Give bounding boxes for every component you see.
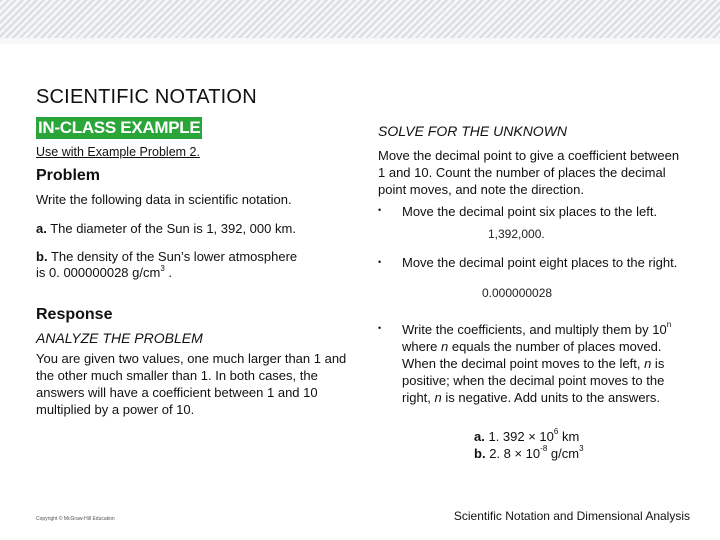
bullet-3-n2: n	[644, 356, 652, 371]
answers	[474, 428, 584, 462]
bullet-2-text: Move the decimal point eight places to the right.	[402, 255, 678, 270]
problem-item-b	[36, 249, 336, 281]
bullet-3-marker: •	[378, 323, 382, 333]
example-problem-link[interactable]: Use with Example Problem 2.	[36, 145, 200, 159]
answer-b-value: 2. 8 × 10	[489, 446, 541, 461]
in-class-example-badge: IN-CLASS EXAMPLE	[38, 118, 201, 137]
bullet-1-text: Move the decimal point six places to the left.	[402, 204, 658, 219]
answer-b-unit-exponent: 3	[579, 444, 584, 453]
answer-b-unit: g/cm	[547, 446, 580, 461]
page-title: SCIENTIFIC NOTATION	[36, 86, 257, 108]
bullet-3-part3: equals the number of places moved. When the decimal point moves to the left,	[402, 339, 662, 371]
bullet-3-n3: n	[434, 390, 442, 405]
item-a-text: The diameter of the Sun is 1, 392, 000 km.	[50, 221, 296, 236]
footer-title: Scientific Notation and Dimensional Analysis	[453, 509, 690, 523]
answer-a-label: a.	[474, 429, 485, 444]
item-b-text-line1: The density of the Sun’s lower atmosphere	[50, 249, 298, 264]
item-b-label: b.	[36, 249, 48, 264]
analyze-body: You are given two values, one much larger than 1 and the other much smaller than 1. In both cases, the answers will have a coefficient between 1 and 10 multiplied by a power of 10.	[36, 351, 347, 417]
header-divider	[0, 38, 720, 44]
header-pattern-band	[0, 0, 720, 38]
copyright-notice: Copyright © McGraw-Hill Education	[36, 516, 115, 522]
item-b-text-line2: is 0. 000000028 g/cm	[36, 265, 161, 280]
bullet-3-part5: is negative. Add units to the answers.	[441, 390, 660, 405]
response-heading: Response	[36, 306, 113, 323]
bullet-3-part2: where	[402, 339, 442, 354]
solve-title: SOLVE FOR THE UNKNOWN	[378, 123, 568, 139]
item-a-label: a.	[36, 221, 47, 236]
answer-a	[474, 428, 584, 445]
answer-a-unit: km	[558, 429, 580, 444]
problem-heading: Problem	[36, 167, 101, 184]
item-b-end: .	[164, 265, 172, 280]
problem-item-a	[36, 221, 296, 236]
number-1-image: 1,392,000.	[488, 227, 545, 241]
bullet-3-text	[402, 321, 687, 406]
problem-instruction: Write the following data in scientific notation.	[36, 192, 292, 207]
analyze-title: ANALYZE THE PROBLEM	[36, 330, 203, 346]
bullet-2-marker: •	[378, 257, 382, 267]
bullet-3-sup: n	[666, 320, 672, 329]
answer-b-label: b.	[474, 446, 486, 461]
number-2-image: 0.000000028	[482, 286, 553, 300]
answer-b	[474, 445, 584, 462]
solve-intro: Move the decimal point to give a coefficient between 1 and 10. Count the number of places the decimal point moves, and note the direction.	[378, 148, 680, 197]
bullet-3-part1: Write the coefficients, and multiply them by 10	[402, 322, 667, 337]
answer-a-value: 1. 392 × 10	[488, 429, 554, 444]
answer-b-exponent: -8	[540, 444, 548, 453]
bullet-1-marker: •	[378, 205, 382, 215]
bullet-3-part4: is positive; when the decimal point moves to the right,	[402, 356, 665, 405]
item-b-sup: 3	[160, 264, 165, 273]
answer-a-exponent: 6	[553, 427, 559, 436]
bullet-3-n1: n	[441, 339, 449, 354]
